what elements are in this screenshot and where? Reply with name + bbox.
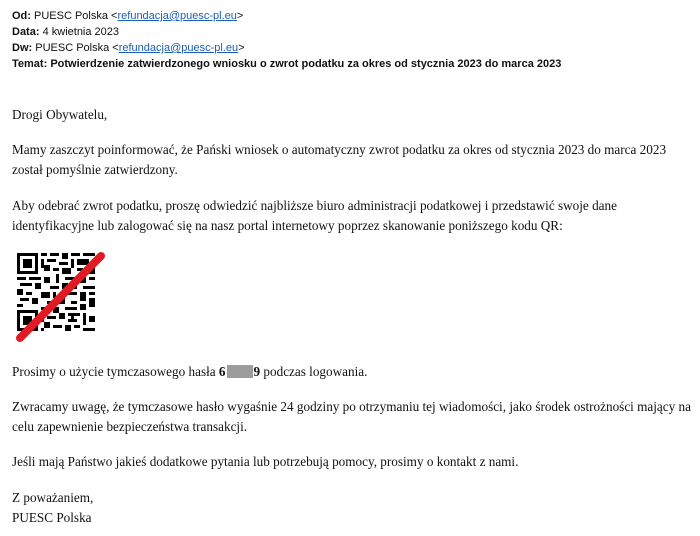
qr-code-crossed-out bbox=[15, 250, 111, 346]
subject-label: Temat: bbox=[12, 58, 48, 70]
from-name: PUESC Polska bbox=[34, 10, 108, 22]
from-email-link[interactable]: refundacja@puesc-pl.eu bbox=[117, 10, 237, 22]
date-line bbox=[12, 24, 561, 40]
cc-label: Dw: bbox=[12, 42, 33, 54]
cc-line: Dw: PUESC Polska <refundacja@puesc-pl.eu> bbox=[12, 42, 245, 54]
subject-line bbox=[12, 56, 561, 72]
cc-name: PUESC Polska bbox=[35, 42, 110, 54]
signature: PUESC Polska bbox=[12, 510, 92, 525]
password-suffix: podczas logowania. bbox=[260, 364, 368, 379]
from-label: Od: bbox=[12, 10, 31, 22]
password-prefix: Prosimy o użycie tymczasowego hasła bbox=[12, 364, 219, 379]
cc-email-link[interactable]: refundacja@puesc-pl.eu bbox=[118, 42, 239, 54]
from-line: Od: PUESC Polska <refundacja@puesc-pl.eu> bbox=[12, 10, 244, 22]
date-label: Data: bbox=[12, 26, 40, 38]
paragraph-approval: Mamy zaszczyt poinformować, że Pański wniosek o automatyczny zwrot podatku za okres od stycznia 2023 do marca 2023 został pomyślnie zatwierdzony. bbox=[12, 142, 667, 177]
date-value: 4 kwietnia 2023 bbox=[42, 26, 120, 38]
paragraph-contact: Jeśli mają Państwo jakieś dodatkowe pytania lub potrzebują pomocy, prosimy o kontakt z nami. bbox=[12, 454, 519, 469]
subject-value: Potwierdzenie zatwierdzonego wniosku o zwrot podatku za okres od stycznia 2023 do marca 2023 bbox=[50, 58, 562, 70]
greeting: Drogi Obywatelu, bbox=[12, 107, 108, 122]
password-end: 9 bbox=[253, 364, 261, 379]
qr-code-icon bbox=[15, 250, 111, 346]
email-header bbox=[12, 8, 561, 72]
paragraph-expiry-notice: Zwracamy uwagę, że tymczasowe hasło wygaśnie 24 godziny po otrzymaniu tej wiadomości, jako środek ostrożności mający na celu zapewnienie bezpieczeństwa transakcji. bbox=[12, 399, 691, 434]
paragraph-instructions: Aby odebrać zwrot podatku, proszę odwiedzić najbliższe biuro administracji podatkowej i przedstawić swoje dane identyfikacyjne lub zalogować się na nasz portal internetowy poprzez skanowanie poniższego kodu QR: bbox=[12, 198, 617, 233]
signature-block bbox=[12, 488, 93, 528]
paragraph-password bbox=[12, 362, 367, 382]
password-start: 6 bbox=[218, 364, 226, 379]
password-redaction bbox=[227, 365, 253, 378]
closing: Z poważaniem, bbox=[12, 490, 94, 505]
